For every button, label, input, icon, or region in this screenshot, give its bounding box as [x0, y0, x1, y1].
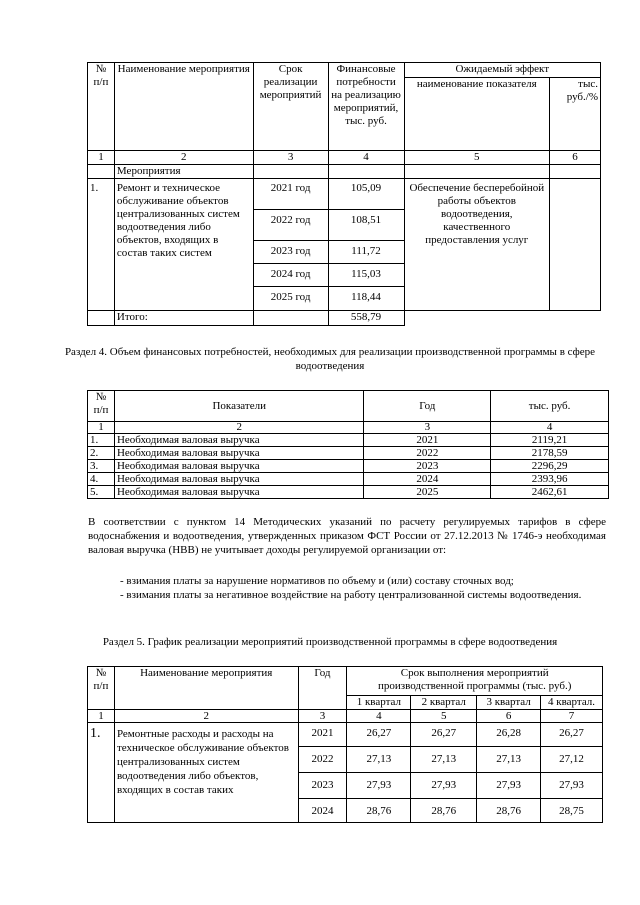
- t1-year: 2021 год: [253, 179, 328, 210]
- t1-year: 2022 год: [253, 210, 328, 241]
- t1-colnum: 5: [404, 151, 550, 165]
- measures-table: [87, 62, 601, 326]
- t2-row-num: 1.: [88, 434, 115, 447]
- t3-header-term: Срок выполнения мероприятий производственной программы (тыс. руб.): [347, 667, 603, 696]
- table-row: [88, 473, 609, 486]
- t2-row-year: 2022: [364, 447, 491, 460]
- t1-section-empty: [88, 165, 115, 179]
- t2-header-year: Год: [364, 391, 491, 422]
- t3-colnum: 3: [298, 710, 347, 723]
- t3-row-value: 27,12: [541, 747, 603, 773]
- nvv-table: [87, 390, 609, 499]
- t1-blank: [550, 311, 601, 326]
- t3-header-num: № п/п: [88, 667, 115, 710]
- t2-row-year: 2021: [364, 434, 491, 447]
- t2-colnum: 2: [114, 422, 364, 434]
- t2-row-name: Необходимая валовая выручка: [114, 460, 364, 473]
- t2-colnum: 1: [88, 422, 115, 434]
- t1-year: 2023 год: [253, 241, 328, 264]
- t1-row-name: Ремонт и техническое обслуживание объектов централизованных систем водоотведения либо объектов, входящих в состав таких систем: [114, 179, 253, 311]
- t2-row-num: 3.: [88, 460, 115, 473]
- t3-quarter: 1 квартал: [347, 696, 411, 710]
- t1-colnum: 4: [328, 151, 404, 165]
- t2-colnum: 3: [364, 422, 491, 434]
- t1-empty-cell: [404, 165, 550, 179]
- section5-heading: Раздел 5. График реализации мероприятий производственной программы в сфере водоотведения: [102, 636, 558, 648]
- t3-row-value: 27,93: [541, 773, 603, 799]
- t1-total-value: 558,79: [328, 311, 404, 326]
- t3-quarter: 4 квартал.: [541, 696, 603, 710]
- t1-empty-cell: [328, 165, 404, 179]
- t3-row-name: Ремонтные расходы и расходы на техническое обслуживание объектов централизованных систем водоотведения либо объектов, входящих в состав таких: [114, 723, 298, 823]
- t2-header-sum: тыс. руб.: [491, 391, 609, 422]
- t3-row-value: 27,93: [477, 773, 541, 799]
- t3-header-name: Наименование мероприятия: [114, 667, 298, 710]
- t3-row-value: 27,93: [347, 773, 411, 799]
- t2-row-name: Необходимая валовая выручка: [114, 447, 364, 460]
- t1-year: 2024 год: [253, 264, 328, 287]
- t3-row-year: 2024: [298, 799, 347, 823]
- t3-row-value: 28,76: [411, 799, 477, 823]
- t2-row-num: 4.: [88, 473, 115, 486]
- table-row: [88, 447, 609, 460]
- t2-row-value: 2178,59: [491, 447, 609, 460]
- t1-header-effect: Ожидаемый эффект: [404, 63, 601, 78]
- note-paragraph: В соответствии с пунктом 14 Методических указаний по расчету регулируемых тарифов в сфере водоснабжения и водоотведения, утвержденных приказом ФСТ России от 27.12.2013 № 1746-э необходимая валовая выручка (НВВ) не учитывает доходы регулируемой организации от:: [88, 516, 606, 556]
- t1-header-num: № п/п: [88, 63, 115, 151]
- t3-row-num: 1.: [88, 723, 115, 823]
- t1-header-name: Наименование мероприятия: [114, 63, 253, 151]
- t1-empty-cell: [253, 165, 328, 179]
- t3-row-value: 28,75: [541, 799, 603, 823]
- t1-header-term: Срок реализации мероприятий: [253, 63, 328, 151]
- t2-row-name: Необходимая валовая выручка: [114, 473, 364, 486]
- t1-section-label: Мероприятия: [114, 165, 253, 179]
- t3-row-value: 28,76: [477, 799, 541, 823]
- table-row: [88, 460, 609, 473]
- t3-colnum: 6: [477, 710, 541, 723]
- t3-colnum: 5: [411, 710, 477, 723]
- t3-row-year: 2021: [298, 723, 347, 747]
- t1-value: 108,51: [328, 210, 404, 241]
- table-row: [88, 723, 603, 747]
- t2-row-name: Необходимая валовая выручка: [114, 486, 364, 499]
- t3-row-year: 2022: [298, 747, 347, 773]
- t1-value: 105,09: [328, 179, 404, 210]
- table-row: [88, 486, 609, 499]
- t3-row-value: 26,27: [347, 723, 411, 747]
- t3-row-value: 26,28: [477, 723, 541, 747]
- t3-row-value: 27,13: [411, 747, 477, 773]
- schedule-table: [87, 666, 603, 823]
- t1-header-indicator: наименование показателя: [404, 78, 550, 151]
- t2-row-num: 2.: [88, 447, 115, 460]
- t1-colnum: 3: [253, 151, 328, 165]
- t3-row-year: 2023: [298, 773, 347, 799]
- t2-row-value: 2393,96: [491, 473, 609, 486]
- t1-value: 115,03: [328, 264, 404, 287]
- t2-row-value: 2462,61: [491, 486, 609, 499]
- t2-row-year: 2024: [364, 473, 491, 486]
- t2-row-name: Необходимая валовая выручка: [114, 434, 364, 447]
- t1-header-unit: тыс. руб./%: [550, 78, 601, 151]
- t1-colnum: 1: [88, 151, 115, 165]
- note-item-1: - взимания платы за нарушение нормативов по объему и (или) составу сточных вод;: [120, 575, 514, 587]
- t3-row-value: 27,13: [347, 747, 411, 773]
- note-item-2: - взимания платы за негативное воздействие на работу централизованной системы водоотведения.: [120, 589, 582, 601]
- t1-value: 118,44: [328, 287, 404, 311]
- section4-heading: Раздел 4. Объем финансовых потребностей, необходимых для реализации производственной программы в сфере водоотведения: [64, 346, 596, 372]
- t2-row-year: 2023: [364, 460, 491, 473]
- t3-row-value: 27,93: [411, 773, 477, 799]
- t3-header-year: Год: [298, 667, 347, 710]
- t2-row-num: 5.: [88, 486, 115, 499]
- t1-colnum: 6: [550, 151, 601, 165]
- t1-header-finance: Финансовые потребности на реализацию мероприятий, тыс. руб.: [328, 63, 404, 151]
- t1-empty-cell: [550, 165, 601, 179]
- t3-quarter: 3 квартал: [477, 696, 541, 710]
- t2-row-value: 2296,29: [491, 460, 609, 473]
- t2-header-indicators: Показатели: [114, 391, 364, 422]
- t2-row-value: 2119,21: [491, 434, 609, 447]
- t3-quarter: 2 квартал: [411, 696, 477, 710]
- t3-row-value: 27,13: [477, 747, 541, 773]
- t3-row-value: 28,76: [347, 799, 411, 823]
- t3-row-value: 26,27: [541, 723, 603, 747]
- t3-colnum: 4: [347, 710, 411, 723]
- t1-effect-unit: [550, 179, 601, 311]
- t1-row-num: 1.: [88, 179, 115, 311]
- t3-colnum: 7: [541, 710, 603, 723]
- t1-value: 111,72: [328, 241, 404, 264]
- t1-total-label: Итого:: [114, 311, 253, 326]
- table-row: [88, 434, 609, 447]
- t3-colnum: 1: [88, 710, 115, 723]
- t1-colnum: 2: [114, 151, 253, 165]
- t1-effect: Обеспечение бесперебойной работы объектов водоотведения, качественного предоставления услуг: [404, 179, 550, 311]
- t2-colnum: 4: [491, 422, 609, 434]
- t1-year: 2025 год: [253, 287, 328, 311]
- t3-row-value: 26,27: [411, 723, 477, 747]
- t3-colnum: 2: [114, 710, 298, 723]
- t1-empty-cell: [88, 311, 115, 326]
- t1-empty-cell: [253, 311, 328, 326]
- t2-row-year: 2025: [364, 486, 491, 499]
- t1-blank: [404, 311, 550, 326]
- t2-header-num: № п/п: [88, 391, 115, 422]
